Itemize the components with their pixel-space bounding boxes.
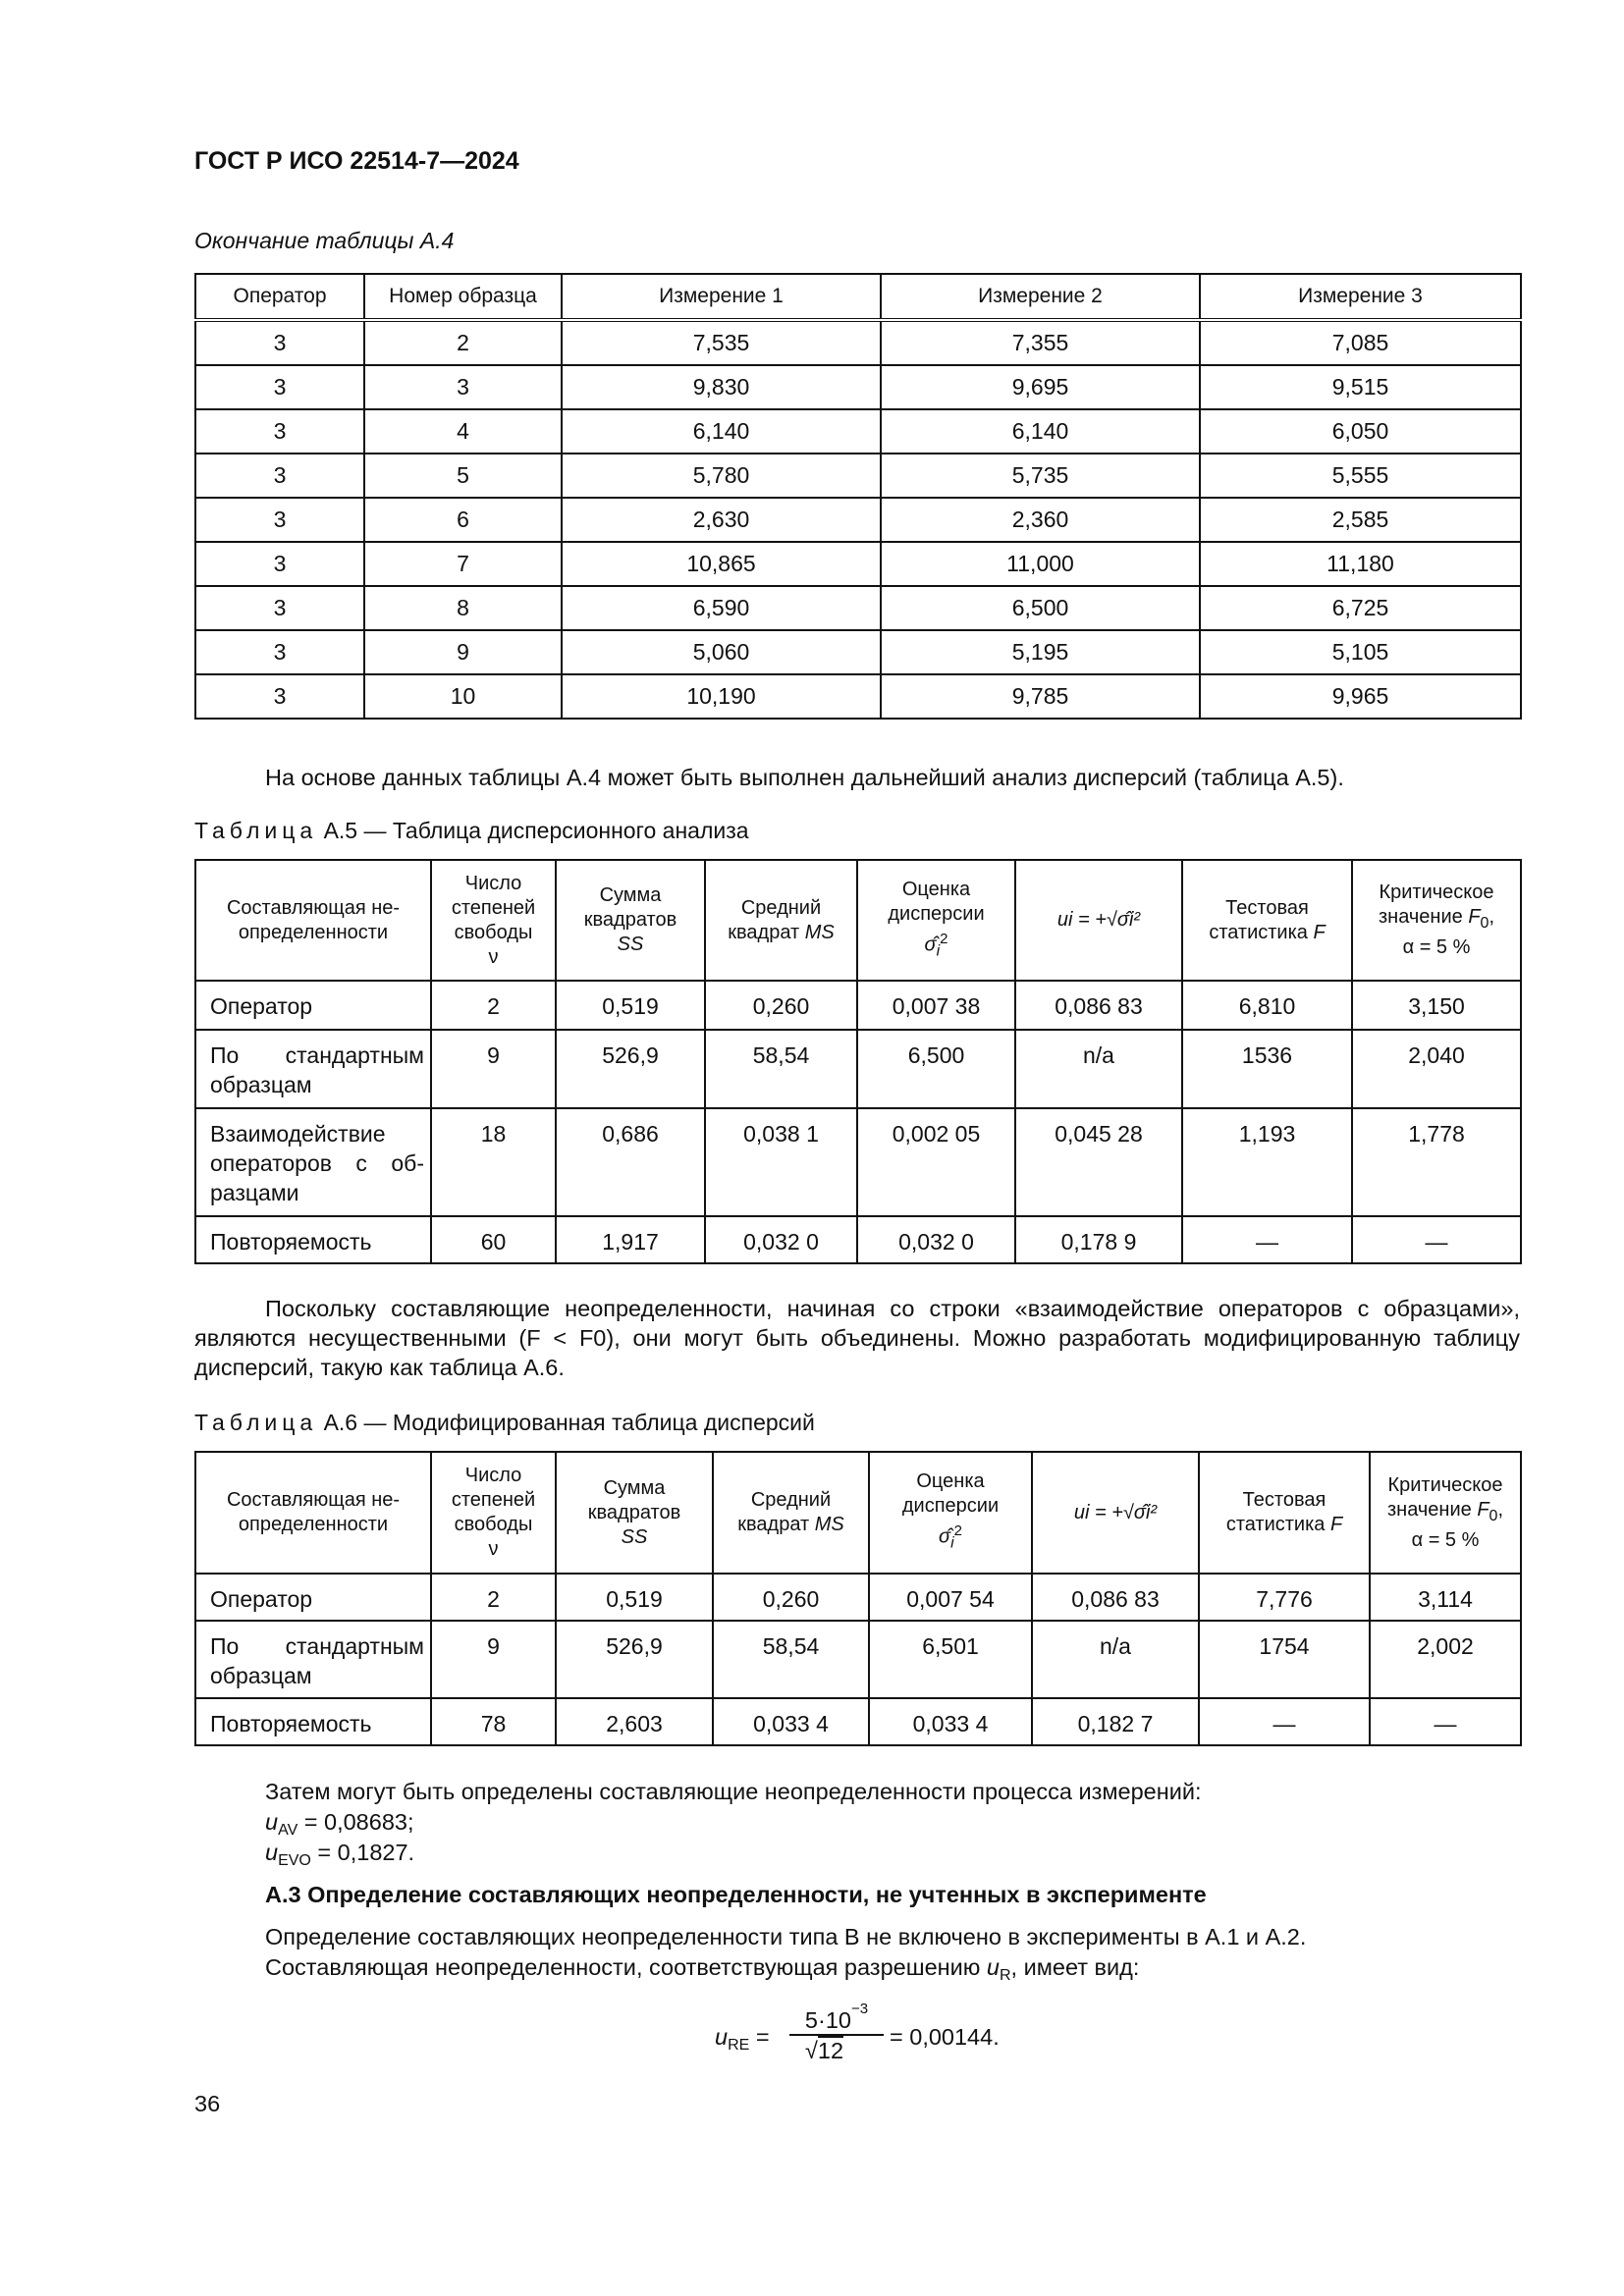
table-cell: Оператор [195,981,431,1030]
table-cell: 5 [364,454,562,498]
table-row [195,981,1521,1030]
table-a5-caption [194,818,749,844]
document-title: ГОСТ Р ИСО 22514-7—2024 [194,147,519,175]
table-cell: 2,002 [1370,1621,1521,1698]
table-cell: 6,140 [881,409,1200,454]
u-av-value: $u_{AV} = 0,08683$; [265,1809,414,1839]
column-header: Измерение 1 [562,274,881,320]
column-header: Измерение 3 [1200,274,1521,320]
table-cell: 9 [431,1621,556,1698]
table-cell: 0,519 [556,981,705,1030]
u-evo-value: $u_{EVO} = 0,1827$. [265,1840,415,1869]
table-cell: 3 [195,542,364,586]
table-cell: 3 [195,498,364,542]
table-cell: 58,54 [713,1621,869,1698]
table-cell: 7,085 [1200,320,1521,365]
table-row [195,365,1521,409]
table-cell: 2 [431,981,556,1030]
column-header: Оценка дисперсии $\sigmâ_i^2$ [869,1452,1032,1574]
column-header: Измерение 2 [881,274,1200,320]
table-cell: 6,050 [1200,409,1521,454]
paragraph: На основе данных таблицы А.4 может быть выполнен дальнейший анализ дисперсий (таблица А.5). [265,765,1344,790]
table-cell: 9 [431,1030,556,1108]
column-header: Число степеней свободы ν [431,1452,556,1574]
table-cell: 6,590 [562,586,881,630]
table-cell: 78 [431,1698,556,1745]
table-cell: 9,695 [881,365,1200,409]
table-a6-caption [194,1410,815,1436]
table-row [195,1108,1521,1216]
table-cell: 3,150 [1352,981,1521,1030]
column-header [1032,1452,1199,1574]
table-cell: 0,519 [556,1574,713,1621]
table-cell: Оператор [195,1574,431,1621]
table-cell: 2,040 [1352,1030,1521,1108]
table-cell: 526,9 [556,1621,713,1698]
table-row [195,1574,1521,1621]
table-cell: 10 [364,674,562,719]
column-header: Оценка дисперсии $\sigmâ_i^2$ [857,860,1015,981]
page-number: 36 [194,2091,221,2116]
table-cell: По стандартным образцам [195,1030,431,1108]
table-cell: 2 [431,1574,556,1621]
caption-label: Таблица [194,1410,318,1435]
table-cell: По стандартным образцам [195,1621,431,1698]
table-cell: Повторяемость [195,1698,431,1745]
table-cell: — [1182,1216,1352,1263]
table-cell: 6,140 [562,409,881,454]
table-cell: 0,260 [713,1574,869,1621]
table-cell: 2,630 [562,498,881,542]
table-cell: 526,9 [556,1030,705,1108]
column-header: Средний квадрат MS [705,860,857,981]
table-cell: 60 [431,1216,556,1263]
table-cell: n/a [1032,1621,1199,1698]
table-row [195,586,1521,630]
table-row [195,409,1521,454]
table-cell: 7,535 [562,320,881,365]
table-cell: 2,603 [556,1698,713,1745]
table-cell: 1,917 [556,1216,705,1263]
table-cell: 2,585 [1200,498,1521,542]
table-cell: — [1199,1698,1370,1745]
table-header-row [195,274,1521,320]
table-cell: 0,038 1 [705,1108,857,1216]
column-header: Оператор [195,274,364,320]
paragraph: Затем могут быть определены составляющие неопределенности процесса измерений: [265,1779,1202,1804]
table-a4 [194,273,1522,720]
table-cell: 6 [364,498,562,542]
table-cell: 3 [195,454,364,498]
table-cell: 6,810 [1182,981,1352,1030]
table-cell: 5,555 [1200,454,1521,498]
table-cell: 3,114 [1370,1574,1521,1621]
table-cell: 1536 [1182,1030,1352,1108]
column-header: Тестовая статистика F [1199,1452,1370,1574]
table-cell: 9,830 [562,365,881,409]
table-cell: 0,045 28 [1015,1108,1182,1216]
table-cell: 9,965 [1200,674,1521,719]
table-cell: 0,033 4 [869,1698,1032,1745]
ui-formula: ui = +√σ̂i² [1056,909,1141,931]
ui-formula: ui = +√σ̂i² [1073,1501,1158,1523]
table-cell: 3 [195,630,364,674]
paragraph: Определение составляющих неопределенности типа B не включено в эксперименты в А.1 и А.2. [265,1924,1307,1949]
table-header-row [195,860,1521,981]
table-cell: 6,500 [881,586,1200,630]
caption-text: А.5 — Таблица дисперсионного анализа [323,818,749,843]
column-header [1015,860,1182,981]
table-cell: 3 [195,320,364,365]
table-cell: 0,007 54 [869,1574,1032,1621]
column-header: Тестовая статистика F [1182,860,1352,981]
table-cell: — [1370,1698,1521,1745]
table-cell: n/a [1015,1030,1182,1108]
table-cell: 5,060 [562,630,881,674]
column-header: Составляющая не-определенности [195,1452,431,1574]
table-cell: 7,355 [881,320,1200,365]
table-header-row [195,1452,1521,1574]
table-cell: 1754 [1199,1621,1370,1698]
table-cell: 1,193 [1182,1108,1352,1216]
table-cell: 7 [364,542,562,586]
table-cell: 7,776 [1199,1574,1370,1621]
paragraph: Поскольку составляющие неопределенности, начиная со строки «взаимодействие операторов с образцами», являются несущественными (F < F0), они могут быть объединены. Можно разработать модифицированную таблицу дисперсий, такую как таблица А.6. [194,1296,1520,1380]
column-header: Номер образца [364,274,562,320]
table-row [195,1030,1521,1108]
table-cell: 0,032 0 [705,1216,857,1263]
table-cell: 5,105 [1200,630,1521,674]
table-cell: 0,178 9 [1015,1216,1182,1263]
table-cell: 0,032 0 [857,1216,1015,1263]
table-cell: 2,360 [881,498,1200,542]
column-header: Сумма квадратов SS [556,1452,713,1574]
table-cell: 6,725 [1200,586,1521,630]
table-cell: 5,735 [881,454,1200,498]
column-header: Сумма квадратов SS [556,860,705,981]
table-a6 [194,1451,1522,1746]
table-cell: 0,086 83 [1015,981,1182,1030]
table-cell: 3 [195,409,364,454]
table-row [195,542,1521,586]
table-cell: 5,195 [881,630,1200,674]
table-cell: 3 [195,586,364,630]
caption-text: А.6 — Модифицированная таблица дисперсий [323,1410,815,1435]
table-cell: 5,780 [562,454,881,498]
table-row [195,1216,1521,1263]
table-row [195,498,1521,542]
table-cell: 0,033 4 [713,1698,869,1745]
table-cell: 8 [364,586,562,630]
formula-u-re: $u_{RE}$ = $5\cdot 10^{-3}$ √12 = 0,00144. [715,2001,1000,2063]
table-cell: 10,190 [562,674,881,719]
table-cell: 6,500 [857,1030,1015,1108]
table-cell: 4 [364,409,562,454]
table-row [195,1621,1521,1698]
table-cell: Повторяемость [195,1216,431,1263]
table-cell: 11,000 [881,542,1200,586]
table-cell: 1,778 [1352,1108,1521,1216]
table-a5 [194,859,1522,1264]
table-cell: 0,086 83 [1032,1574,1199,1621]
table-cell: 3 [195,365,364,409]
table-row [195,454,1521,498]
table-cell: 3 [364,365,562,409]
column-header: Составляющая не-определенности [195,860,431,981]
table-cell: 0,007 38 [857,981,1015,1030]
table-cell: Взаимодействие операторов с об-разцами [195,1108,431,1216]
column-header: Средний квадрат MS [713,1452,869,1574]
column-header: Критическое значение $F_0$, α = 5 % [1370,1452,1521,1574]
table-cell: 58,54 [705,1030,857,1108]
column-header: Критическое значение $F_0$, α = 5 % [1352,860,1521,981]
table-cell: 0,002 05 [857,1108,1015,1216]
table-row [195,630,1521,674]
table-row [195,1698,1521,1745]
table-cell: 18 [431,1108,556,1216]
table-cell: — [1352,1216,1521,1263]
table-cell: 0,182 7 [1032,1698,1199,1745]
table-cell: 0,686 [556,1108,705,1216]
paragraph: Составляющая неопределенности, соответствующая разрешению $u_R$, имеет вид: [265,1954,1140,1984]
table-cell: 9,785 [881,674,1200,719]
table-cell: 9 [364,630,562,674]
table-a4-caption: Окончание таблицы А.4 [194,228,455,253]
column-header: Число степеней свободы ν [431,860,556,981]
table-cell: 0,260 [705,981,857,1030]
table-cell: 10,865 [562,542,881,586]
section-heading: А.3 Определение составляющих неопределенности, не учтенных в эксперименте [265,1882,1207,1907]
table-cell: 3 [195,674,364,719]
table-cell: 11,180 [1200,542,1521,586]
table-row [195,320,1521,365]
caption-label: Таблица [194,818,318,843]
table-row [195,674,1521,719]
table-cell: 6,501 [869,1621,1032,1698]
table-cell: 9,515 [1200,365,1521,409]
table-cell: 2 [364,320,562,365]
